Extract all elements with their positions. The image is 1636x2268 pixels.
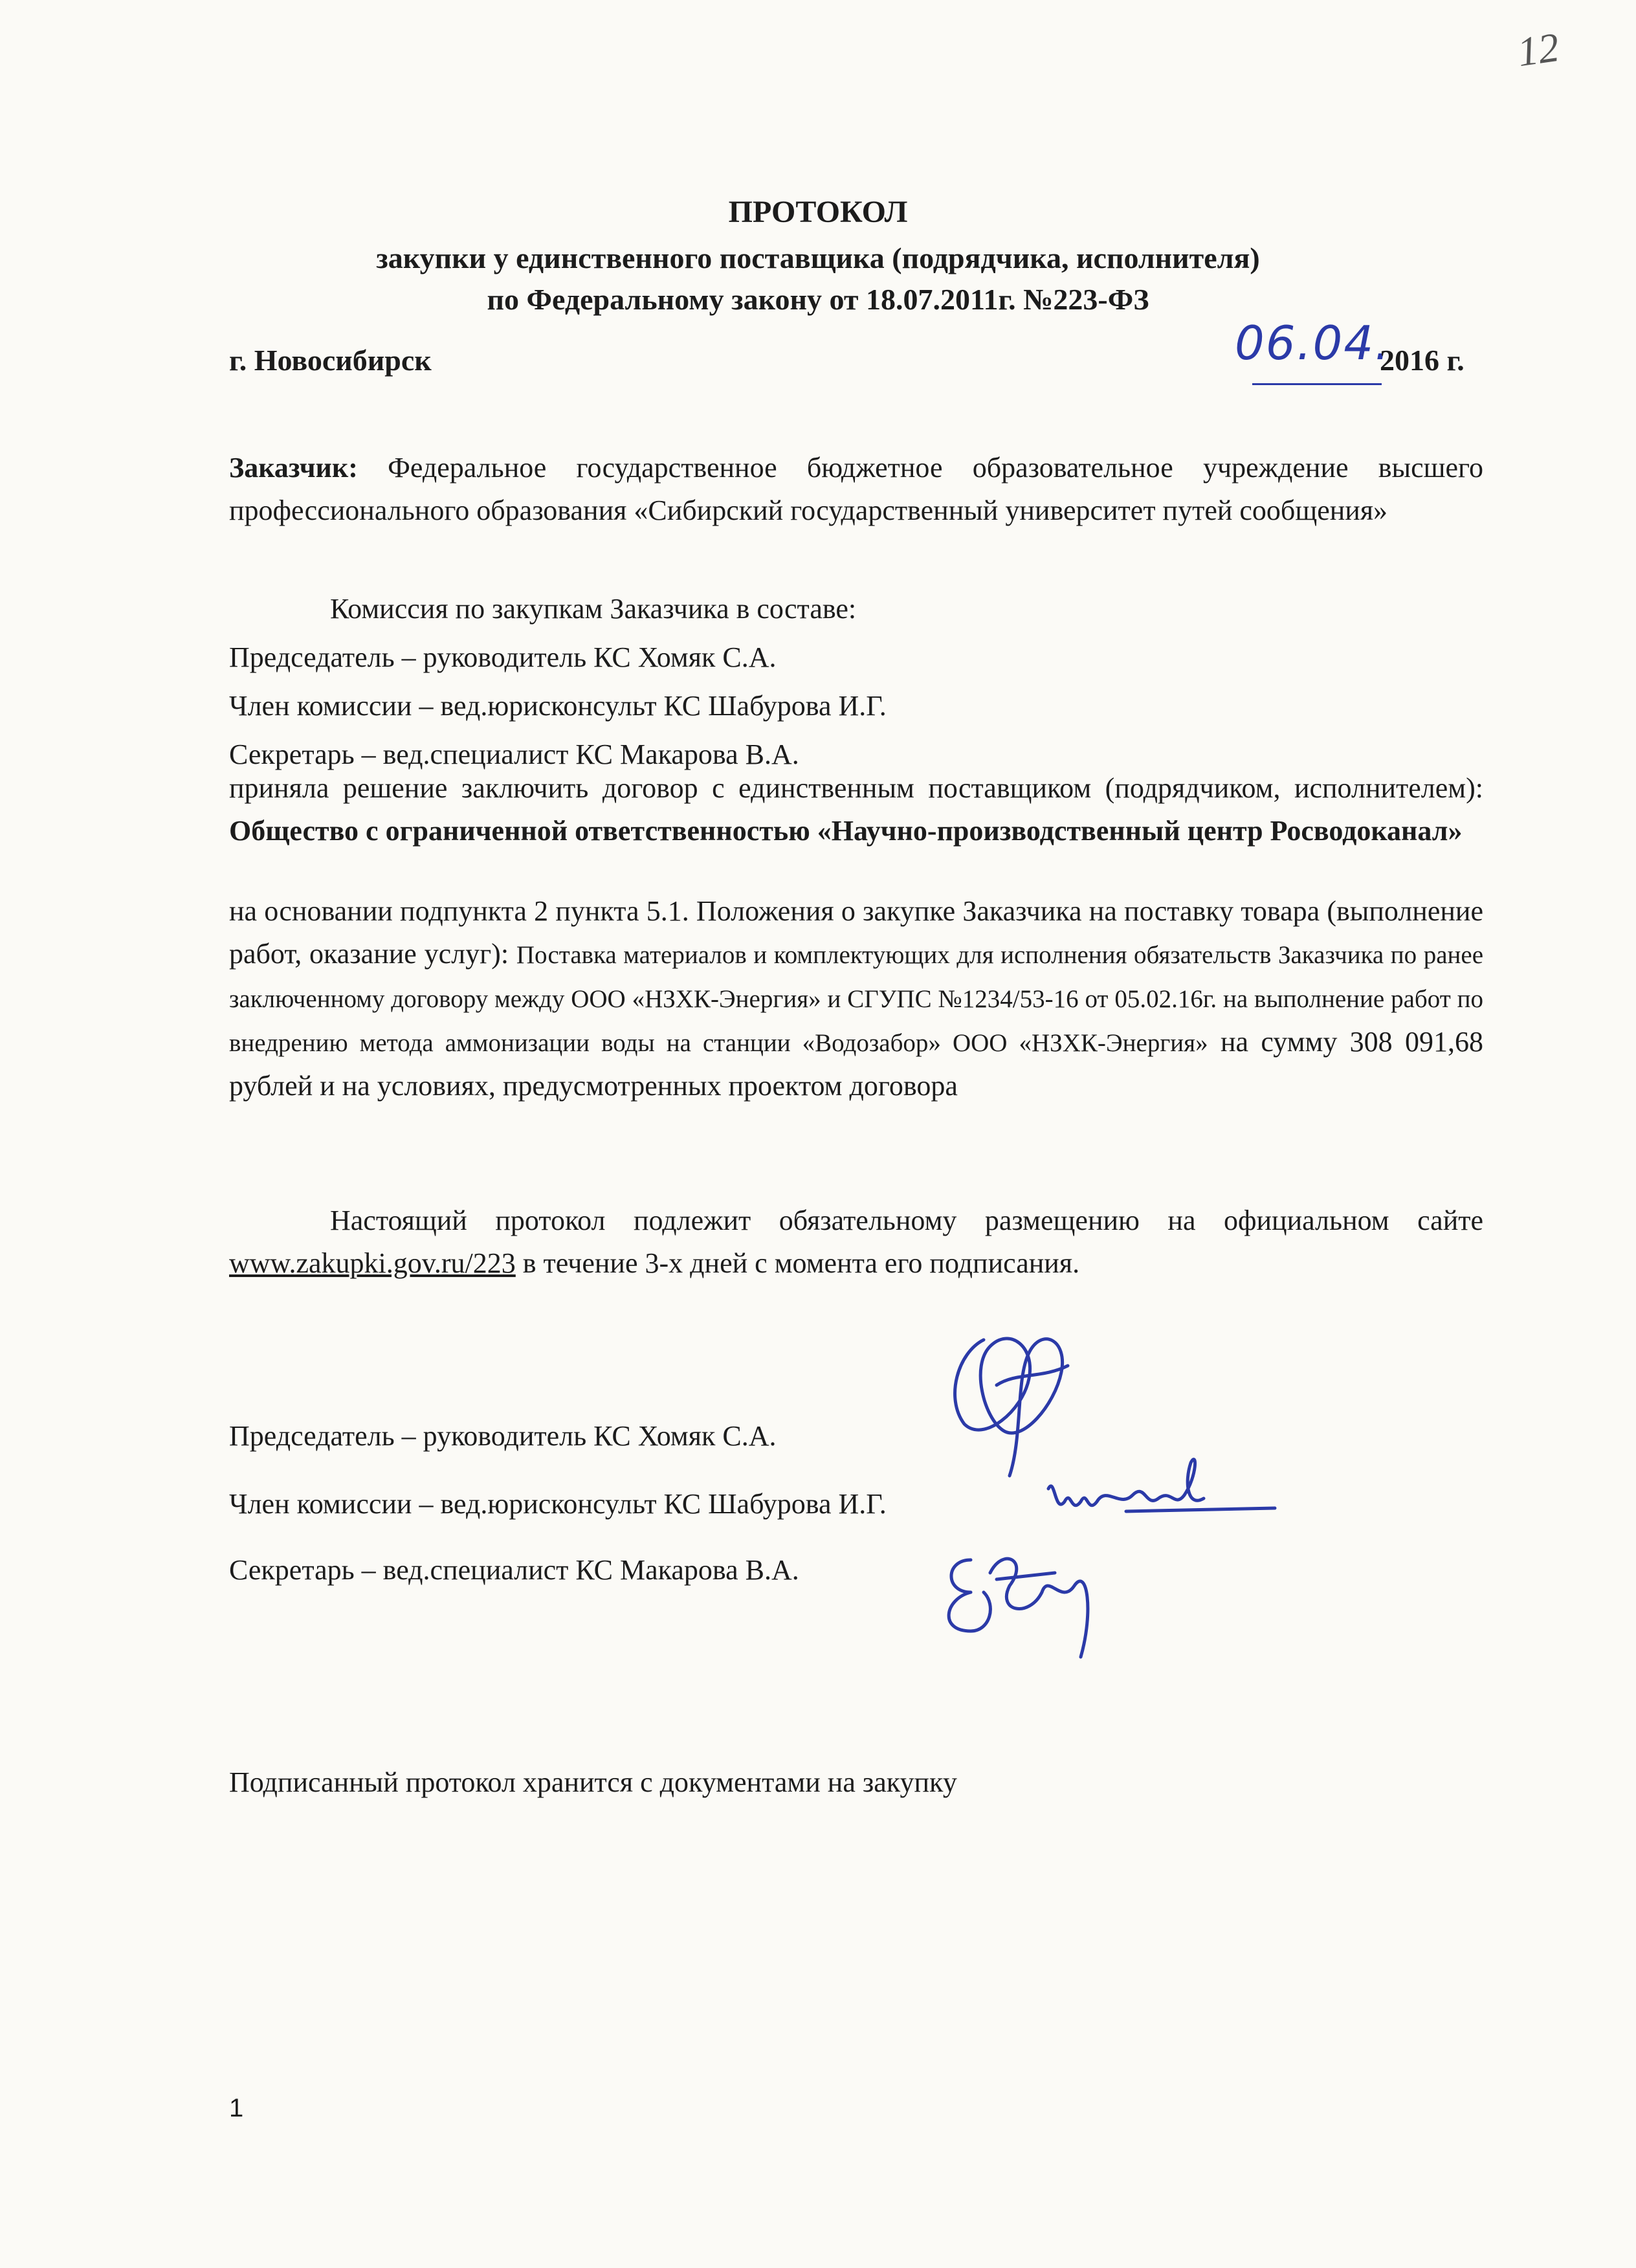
zakupki-link[interactable]: www.zakupki.gov.ru/223 bbox=[229, 1247, 516, 1279]
commission-intro: Комиссия по закупкам Заказчика в составе: bbox=[330, 593, 857, 625]
signature-label-lawyer: Член комиссии – вед.юрисконсульт КС Шабурова И.Г. bbox=[229, 1488, 887, 1520]
date-year: 2016 г. bbox=[1380, 344, 1465, 377]
signature-secretary bbox=[932, 1534, 1126, 1663]
decision-text: приняла решение заключить договор с единственным поставщиком (подрядчиком, исполнителем): bbox=[229, 772, 1483, 804]
publication-text-before: Настоящий протокол подлежит обязательному размещению на официальном сайте bbox=[330, 1205, 1483, 1236]
basis-paragraph bbox=[229, 890, 1483, 1107]
customer-label: Заказчик: bbox=[229, 452, 358, 484]
publication-text-after: в течение 3-х дней с момента его подписания. bbox=[522, 1247, 1080, 1279]
commission-member-secretary: Секретарь – вед.специалист КС Макарова В.А. bbox=[229, 739, 799, 770]
storage-note: Подписанный протокол хранится с документами на закупку bbox=[229, 1766, 957, 1798]
document-subtitle-line2: по Федеральному закону от 18.07.2011г. №223-ФЗ bbox=[487, 283, 1149, 316]
commission-member-lawyer: Член комиссии – вед.юрисконсульт КС Шабурова И.Г. bbox=[229, 690, 887, 722]
decision-paragraph bbox=[229, 767, 1483, 852]
amount-text: на сумму 308 091,68 рублей и на условиях, предусмотренных проектом договора bbox=[229, 1026, 1483, 1102]
basis-text: на основании подпункта 2 пункта 5.1. Положения о закупке Заказчика на поставку товара (выполнение работ, оказание услуг): bbox=[229, 895, 1483, 970]
signature-label-chairman: Председатель – руководитель КС Хомяк С.А. bbox=[229, 1420, 777, 1452]
customer-text: Федеральное государственное бюджетное образовательное учреждение высшего профессионального образования «Сибирский государственный университет путей сообщения» bbox=[229, 452, 1484, 526]
handwritten-page-number: 12 bbox=[1514, 23, 1562, 76]
date-underline bbox=[1252, 383, 1382, 385]
city: г. Новосибирск bbox=[229, 344, 432, 377]
document-title: ПРОТОКОЛ bbox=[728, 195, 908, 229]
page-number: 1 bbox=[229, 2094, 244, 2122]
commission-member-chairman: Председатель – руководитель КС Хомяк С.А. bbox=[229, 641, 777, 673]
customer-paragraph bbox=[229, 447, 1483, 532]
signature-label-secretary: Секретарь – вед.специалист КС Макарова В.А. bbox=[229, 1554, 799, 1586]
signature-member bbox=[1035, 1450, 1281, 1534]
publication-paragraph bbox=[229, 1199, 1483, 1285]
supplier-name: Общество с ограниченной ответственностью «Научно-производственный центр Росводоканал» bbox=[229, 815, 1463, 847]
purchase-subject: Поставка материалов и комплектующих для исполнения обязательств Заказчика по ранее заключенному договору между ООО «НЗХК-Энергия» и СГУПС №1234/53-16 от 05.02.16г. на выполнение работ по внедрению метода аммонизации воды на станции «Водозабор» ООО «НЗХК-Энергия» bbox=[229, 941, 1484, 1057]
document-subtitle-line1: закупки у единственного поставщика (подрядчика, исполнителя) bbox=[376, 241, 1260, 274]
handwritten-date: 06.04. bbox=[1235, 316, 1391, 370]
